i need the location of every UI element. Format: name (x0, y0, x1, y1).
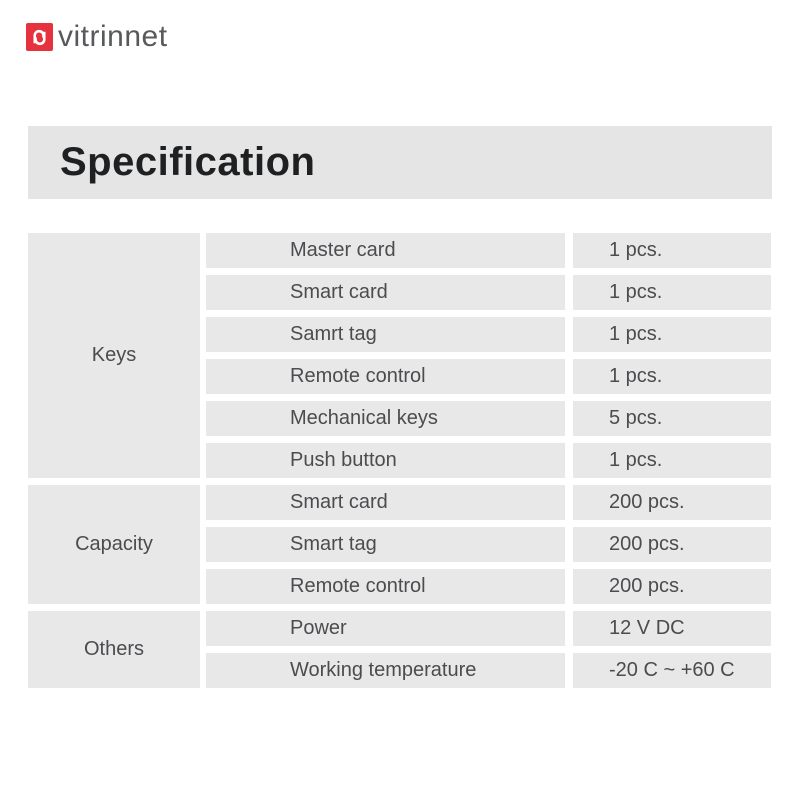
group-rows (206, 233, 771, 478)
table-row (206, 527, 771, 562)
brand-logo (26, 20, 168, 53)
table-row (206, 443, 771, 478)
spec-name-cell: Smart tag (206, 527, 565, 562)
spec-group-capacity (28, 485, 771, 604)
group-label: Capacity (28, 485, 200, 604)
table-row (206, 275, 771, 310)
spec-name-cell: Remote control (206, 359, 565, 394)
group-rows (206, 485, 771, 604)
spec-name-cell: Master card (206, 233, 565, 268)
page-title: Specification (60, 140, 316, 184)
spec-name-cell: Smart card (206, 485, 565, 520)
spec-value-cell: 200 pcs. (573, 569, 771, 604)
group-rows (206, 611, 771, 688)
spec-value-cell: 1 pcs. (573, 275, 771, 310)
spec-name-cell: Push button (206, 443, 565, 478)
spec-name-cell: Power (206, 611, 565, 646)
table-row (206, 653, 771, 688)
table-row (206, 233, 771, 268)
spec-value-cell: 200 pcs. (573, 527, 771, 562)
table-row (206, 401, 771, 436)
spec-name-cell: Samrt tag (206, 317, 565, 352)
spec-value-cell: 12 V DC (573, 611, 771, 646)
spec-group-others (28, 611, 771, 688)
spec-value-cell: 1 pcs. (573, 233, 771, 268)
brand-name: vitrinnet (58, 20, 168, 53)
table-row (206, 569, 771, 604)
group-label: Keys (28, 233, 200, 478)
spec-name-cell: Working temperature (206, 653, 565, 688)
group-label: Others (28, 611, 200, 688)
brand-logo-mark (26, 23, 53, 51)
table-row (206, 359, 771, 394)
spec-name-cell: Smart card (206, 275, 565, 310)
spec-group-keys (28, 233, 771, 478)
spec-table (28, 233, 771, 688)
spec-value-cell: 1 pcs. (573, 359, 771, 394)
table-row (206, 611, 771, 646)
specification-header-bar (28, 126, 772, 199)
spec-value-cell: 1 pcs. (573, 443, 771, 478)
spec-name-cell: Remote control (206, 569, 565, 604)
spec-value-cell: 1 pcs. (573, 317, 771, 352)
spec-name-cell: Mechanical keys (206, 401, 565, 436)
spec-value-cell: 5 pcs. (573, 401, 771, 436)
interlocked-hooks-mark-icon (28, 26, 51, 49)
table-row (206, 485, 771, 520)
table-row (206, 317, 771, 352)
spec-value-cell: 200 pcs. (573, 485, 771, 520)
spec-value-cell: -20 C ~ +60 C (573, 653, 771, 688)
